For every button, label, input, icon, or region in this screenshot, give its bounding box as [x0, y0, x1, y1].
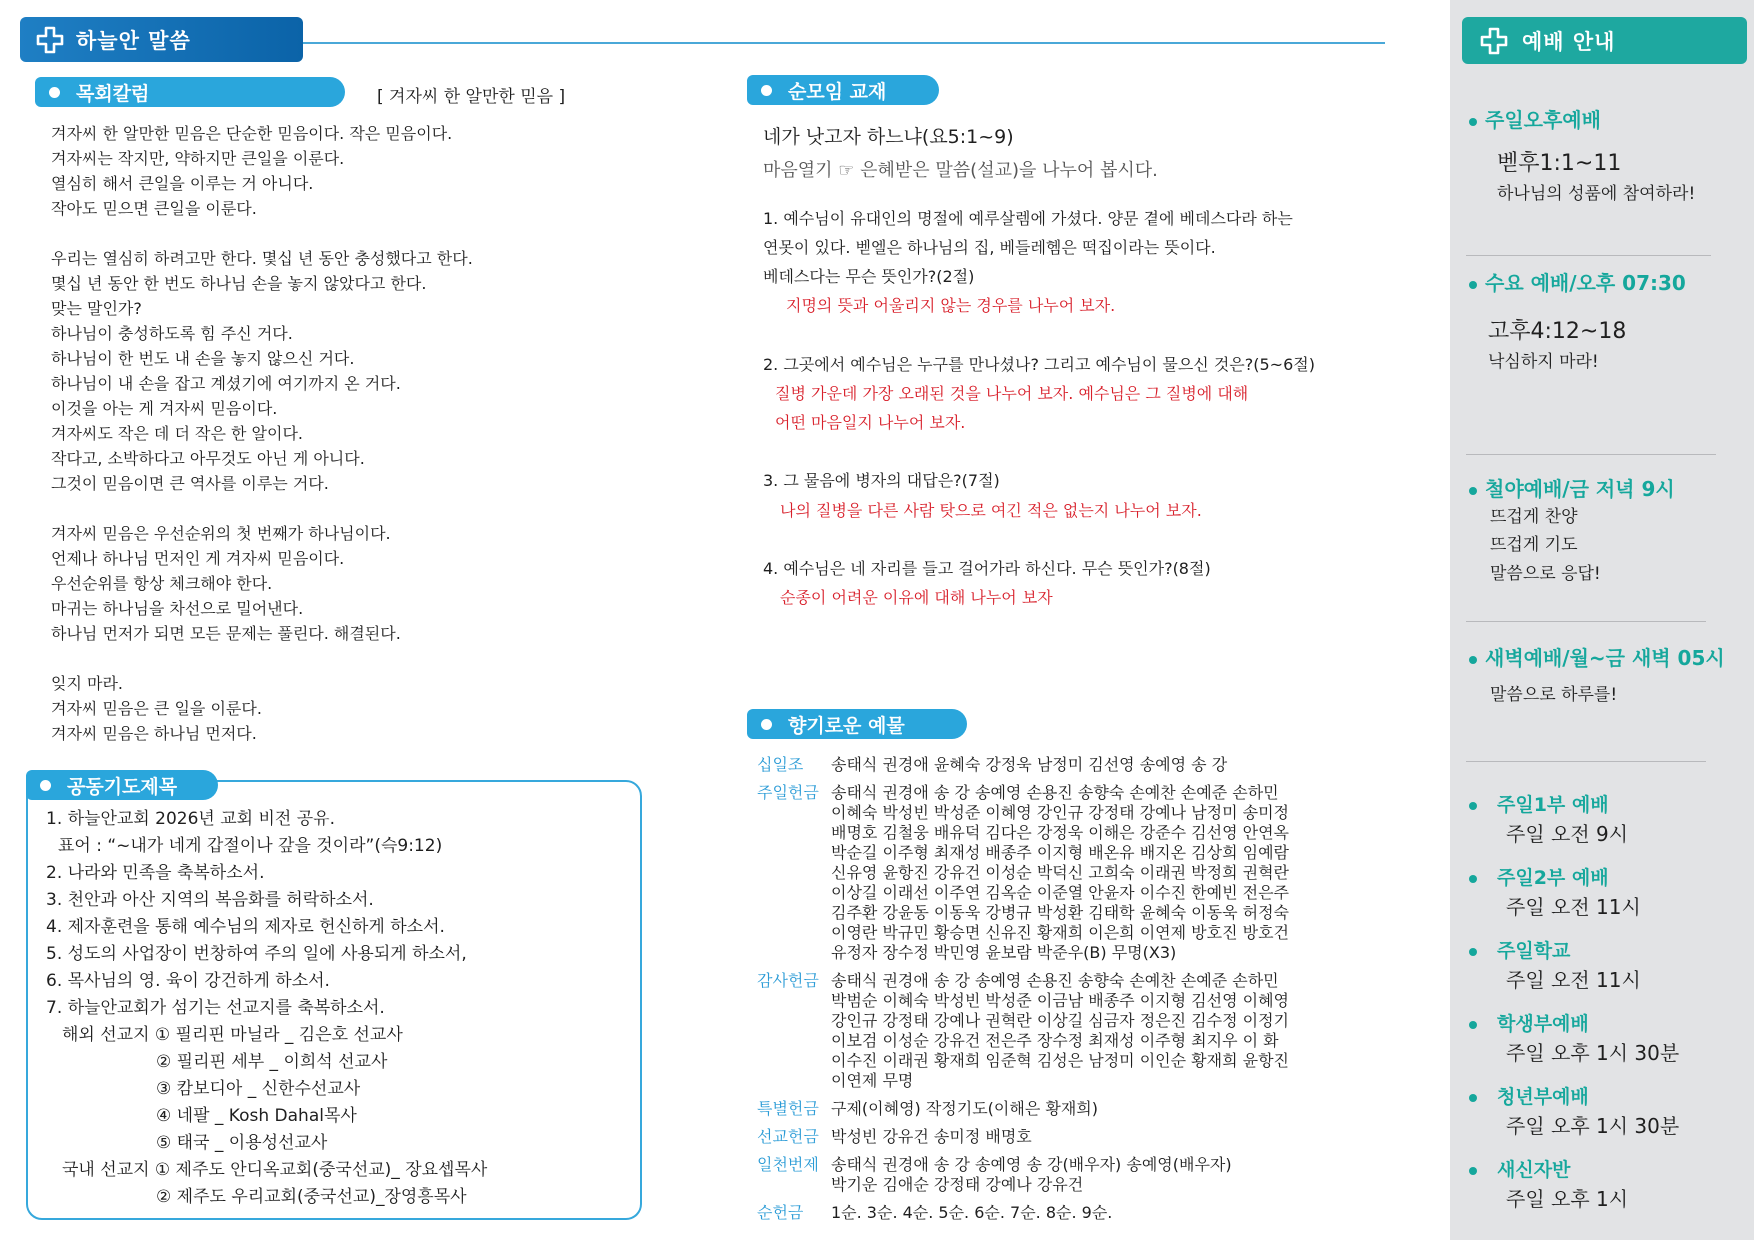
- bullet-dot-icon: [1469, 118, 1477, 126]
- offering-names: [831, 1127, 1406, 1147]
- schedule-item-name: 주일2부 예배: [1497, 867, 1609, 889]
- bullet-dot-icon: [1469, 656, 1477, 664]
- offering-category: 특별헌금: [757, 1099, 819, 1118]
- service-name: 새벽예배/월~금 새벽 05시: [1485, 646, 1725, 670]
- bullet-dot-icon: [1469, 1021, 1477, 1029]
- offering-name-line: 이혜숙 박성빈 박성준 이혜영 강인규 강정태 강예나 남정미 송미정: [831, 803, 1290, 822]
- paragraph-gap: [51, 646, 631, 671]
- question-2-note-line: 어떤 마음일지 나누어 보자.: [775, 413, 966, 432]
- question-4: 4. 예수님은 네 자리를 들고 걸어가라 하신다. 무슨 뜻인가?(8절): [763, 559, 1211, 578]
- prayer-item: 표어 : “~내가 네게 갑절이나 갚을 것이라”(슥9:12): [58, 836, 443, 856]
- service-sermon: 하나님의 성품에 참여하라!: [1497, 184, 1696, 204]
- schedule-item-name: 새신자반: [1497, 1159, 1571, 1181]
- offering-name-line: 송태식 권경애 송 강 송예영 손용진 송향숙 손예찬 손예준 손하민: [831, 971, 1279, 990]
- offering-category: 선교헌금: [757, 1127, 819, 1146]
- schedule-item-title: [1469, 1155, 1570, 1182]
- offering-row: [757, 783, 1406, 963]
- question-3: 3. 그 물음에 병자의 대답은?(7절): [763, 471, 1000, 490]
- offering-row: [757, 1127, 1406, 1147]
- paragraph-gap: [51, 221, 631, 246]
- service-name: 수요 예배/오후 07:30: [1485, 271, 1686, 295]
- service-name: 주일오후예배: [1485, 108, 1601, 132]
- column-line: 하나님이 내 손을 잡고 계셨기에 여기까지 온 거다.: [51, 374, 401, 393]
- schedule-item-time: 주일 오후 1시 30분: [1506, 1041, 1680, 1065]
- offering-category: 감사헌금: [757, 971, 819, 990]
- divider: [1466, 255, 1711, 256]
- offering-names: [831, 971, 1406, 1091]
- service-line: 뜨겁게 찬양: [1490, 507, 1578, 527]
- column-subtitle: [ 겨자씨 한 알만한 믿음 ]: [377, 87, 566, 107]
- service-title: [1469, 642, 1725, 671]
- worship-header: [1462, 17, 1747, 64]
- prayer-item: 해외 선교지 ① 필리핀 마닐라 _ 김은호 선교사: [62, 1025, 403, 1045]
- prayer-item: ② 제주도 우리교회(중국선교)_장영흥목사: [156, 1187, 467, 1207]
- divider: [1466, 621, 1706, 622]
- offering-name-line: 박성빈 강유건 송미정 배명호: [831, 1127, 1032, 1146]
- prayer-label-text: 공동기도제목: [67, 775, 178, 798]
- bullet-dot-icon: [40, 780, 51, 791]
- offering-names: [831, 1155, 1406, 1195]
- column-line: 몇십 년 동안 한 번도 하나님 손을 놓지 않았다고 한다.: [51, 274, 427, 293]
- question-4-note: 순종이 어려운 이유에 대해 나누어 보자: [780, 588, 1053, 607]
- worship-title: 예배 안내: [1522, 29, 1616, 54]
- offering-name-line: 박범순 이혜숙 박성빈 박성준 이금남 배종주 이지형 김선영 이혜영: [831, 991, 1290, 1010]
- offering-name-line: 이상길 이래선 이주연 김옥순 이준열 안윤자 이수진 한예빈 전은주: [831, 883, 1290, 902]
- column-line: 겨자씨 믿음은 우선순위의 첫 번째가 하나님이다.: [51, 524, 391, 543]
- offering-names: [831, 783, 1406, 963]
- service-name: 철야예배/금 저녁 9시: [1485, 477, 1675, 501]
- question-1-note: 지명의 뜻과 어울리지 않는 경우를 나누어 보자.: [786, 296, 1116, 315]
- prayer-item: 4. 제자훈련을 통해 예수님의 제자로 헌신하게 하소서.: [46, 917, 445, 937]
- prayer-item: 3. 천안과 아산 지역의 복음화를 허락하소서.: [46, 890, 374, 910]
- question-1-line: 베데스다는 무슨 뜻인가?(2절): [763, 267, 975, 286]
- schedule-item-time: 주일 오전 11시: [1506, 895, 1641, 919]
- offering-label-text: 향기로운 예물: [788, 714, 905, 737]
- divider: [1466, 761, 1706, 762]
- study-label-text: 순모임 교재: [788, 80, 887, 103]
- study-intro: 마음열기 ☞ 은혜받은 말씀(설교)을 나누어 봅시다.: [763, 160, 1158, 181]
- schedule-item-name: 학생부예배: [1497, 1013, 1589, 1035]
- prayer-item: 7. 하늘안교회가 섬기는 선교지를 축복하소서.: [46, 998, 385, 1018]
- study-title: 네가 낫고자 하느냐(요5:1~9): [763, 126, 1014, 148]
- column-line: 하나님이 한 번도 내 손을 놓지 않으신 거다.: [51, 349, 355, 368]
- prayer-item: 국내 선교지 ① 제주도 안디옥교회(중국선교)_ 장요셉목사: [62, 1160, 488, 1180]
- bullet-dot-icon: [761, 85, 772, 96]
- service-title: [1469, 104, 1601, 133]
- question-3-note: 나의 질병을 다른 사람 탓으로 여긴 적은 없는지 나누어 보자.: [780, 501, 1202, 520]
- column-line: 하나님이 충성하도록 힘 주신 거다.: [51, 324, 293, 343]
- schedule-item-time: 주일 오후 1시: [1506, 1187, 1629, 1211]
- prayer-item: ② 필리핀 세부 _ 이희석 선교사: [156, 1052, 388, 1072]
- schedule-item-title: [1469, 790, 1609, 817]
- offering-name-line: 송태식 권경애 송 강 송예영 송 강(배우자) 송예영(배우자): [831, 1155, 1232, 1174]
- offering-category: 주일헌금: [757, 783, 819, 802]
- column-line: 열심히 해서 큰일을 이루는 거 아니다.: [51, 174, 314, 193]
- offering-name-line: 송태식 권경애 송 강 송예영 손용진 송향숙 손예찬 손예준 손하민: [831, 783, 1279, 802]
- offering-category: 순헌금: [757, 1203, 804, 1222]
- service-line: 뜨겁게 기도: [1490, 535, 1578, 555]
- offering-name-line: 유정자 장수정 박민영 윤보람 박준우(B) 무명(X3): [831, 943, 1177, 962]
- column-line: 작다고, 소박하다고 아무것도 아닌 게 아니다.: [51, 449, 365, 468]
- column-line: 우리는 열심히 하려고만 한다. 몇십 년 동안 충성했다고 한다.: [51, 249, 473, 268]
- prayer-label: [26, 770, 218, 800]
- column-line: 하나님 먼저가 되면 모든 문제는 풀린다. 해결된다.: [51, 624, 401, 643]
- service-sermon: 낙심하지 마라!: [1488, 352, 1599, 372]
- service-line: 말씀으로 하루를!: [1490, 685, 1618, 705]
- column-label: [35, 77, 345, 107]
- offering-name-line: 이보검 이성순 강유건 전은주 장수정 최재성 이주형 최지우 이 화: [831, 1031, 1279, 1050]
- schedule-item-title: [1469, 1082, 1589, 1109]
- offering-category: 십일조: [757, 755, 804, 774]
- prayer-list: [46, 806, 487, 1211]
- column-line: 이것을 아는 게 겨자씨 믿음이다.: [51, 399, 278, 418]
- offering-name-line: 김주환 강윤동 이동욱 강병규 박성환 김태학 윤혜숙 이동욱 허정숙: [831, 903, 1290, 922]
- prayer-item: 2. 나라와 민족을 축복하소서.: [46, 863, 265, 883]
- question-2-note-line: 질병 가운데 가장 오래된 것을 나누어 보자. 예수님은 그 질병에 대해: [775, 384, 1249, 403]
- schedule-item-time: 주일 오전 11시: [1506, 968, 1641, 992]
- offering-name-line: 박순길 이주형 최재성 배종주 이지형 배온유 배지온 김상희 임예람: [831, 843, 1290, 862]
- offering-name-line: 배명호 김철웅 배유덕 김다은 강정욱 이해은 강준수 김선영 안연옥: [831, 823, 1290, 842]
- question-1-line: 1. 예수님이 유대인의 명절에 예루살렘에 가셨다. 양문 곁에 베데스다라 하는: [763, 209, 1293, 228]
- bullet-dot-icon: [1469, 1167, 1477, 1175]
- bullet-dot-icon: [1469, 487, 1477, 495]
- offering-name-line: 송태식 권경애 윤혜숙 강정욱 남정미 김선영 송예영 송 강: [831, 755, 1228, 774]
- banner-rule: [303, 42, 1385, 44]
- schedule-item-time: 주일 오전 9시: [1506, 822, 1629, 846]
- divider: [1466, 454, 1716, 455]
- offering-names: [831, 1203, 1406, 1223]
- banner-title: 하늘안 말씀: [76, 28, 191, 53]
- question-2-note: [775, 379, 1248, 437]
- schedule-item-name: 주일학교: [1497, 940, 1571, 962]
- offering-name-line: 이영란 박규민 황승면 신유진 황재희 이은희 이연제 방호진 방호건: [831, 923, 1290, 942]
- column-line: 겨자씨 믿음은 큰 일을 이룬다.: [51, 699, 262, 718]
- column-line: 겨자씨 한 알만한 믿음은 단순한 믿음이다. 작은 믿음이다.: [51, 124, 453, 143]
- bullet-dot-icon: [1469, 875, 1477, 883]
- column-line: 그것이 믿음이면 큰 역사를 이루는 거다.: [51, 474, 329, 493]
- prayer-item: 5. 성도의 사업장이 번창하여 주의 일에 사용되게 하소서,: [46, 944, 467, 964]
- offering-name-line: 이수진 이래권 황재희 임준혁 김성은 남정미 이인순 황재희 윤항진: [831, 1051, 1290, 1070]
- schedule-item-title: [1469, 1009, 1589, 1036]
- schedule-item-name: 청년부예배: [1497, 1086, 1589, 1108]
- column-line: 마귀는 하나님을 차선으로 밀어낸다.: [51, 599, 304, 618]
- column-line: 맞는 말인가?: [51, 299, 142, 318]
- schedule-item-title: [1469, 863, 1609, 890]
- column-label-text: 목회칼럼: [76, 82, 150, 105]
- offering-name-line: 1순. 3순. 4순. 5순. 6순. 7순. 8순. 9순.: [831, 1203, 1113, 1222]
- prayer-item: 6. 목사님의 영. 육이 강건하게 하소서.: [46, 971, 330, 991]
- prayer-item: ④ 네팔 _ Kosh Dahal목사: [156, 1106, 357, 1126]
- schedule-item-title: [1469, 936, 1570, 963]
- service-scripture: 벧후1:1~11: [1497, 151, 1622, 176]
- prayer-item: ⑤ 태국 _ 이용성선교사: [156, 1133, 328, 1153]
- offering-name-line: 이연제 무명: [831, 1071, 914, 1090]
- bullet-dot-icon: [1469, 802, 1477, 810]
- top-banner: [20, 17, 303, 62]
- prayer-item: ③ 캄보디아 _ 신한수선교사: [156, 1079, 361, 1099]
- offering-row: [757, 755, 1406, 775]
- bullet-dot-icon: [1469, 948, 1477, 956]
- offering-row: [757, 971, 1406, 1091]
- paragraph-gap: [51, 496, 631, 521]
- question-1: [763, 204, 1293, 291]
- offering-row: [757, 1155, 1406, 1195]
- offering-name-line: 구제(이혜영) 작정기도(이해은 황재희): [831, 1099, 1098, 1118]
- column-body: [51, 121, 631, 746]
- question-1-line: 연못이 있다. 벧엘은 하나님의 집, 베들레헴은 떡집이라는 뜻이다.: [763, 238, 1216, 257]
- column-line: 겨자씨도 작은 데 더 작은 한 알이다.: [51, 424, 303, 443]
- column-line: 언제나 하나님 먼저인 게 겨자씨 믿음이다.: [51, 549, 345, 568]
- service-title: [1469, 267, 1686, 296]
- column-line: 겨자씨는 작지만, 약하지만 큰일을 이룬다.: [51, 149, 345, 168]
- offering-label: [747, 709, 967, 739]
- offering-category: 일천번제: [757, 1155, 819, 1174]
- service-title: [1469, 473, 1675, 502]
- offering-names: [831, 1099, 1406, 1119]
- prayer-item: 1. 하늘안교회 2026년 교회 비전 공유.: [46, 809, 335, 829]
- offering-names: [831, 755, 1406, 775]
- schedule-item-name: 주일1부 예배: [1497, 794, 1609, 816]
- cross-icon: [1480, 27, 1508, 55]
- offering-row: [757, 1203, 1406, 1223]
- service-scripture: 고후4:12~18: [1488, 319, 1627, 344]
- study-label: [747, 75, 939, 105]
- offering-name-line: 신유영 윤항진 강유건 이성순 박덕신 고희숙 이래권 박정희 권혁란: [831, 863, 1290, 882]
- bullet-dot-icon: [1469, 281, 1477, 289]
- bullet-dot-icon: [761, 719, 772, 730]
- schedule-item-time: 주일 오후 1시 30분: [1506, 1114, 1680, 1138]
- service-line: 말씀으로 응답!: [1490, 564, 1601, 584]
- offering-name-line: 강인규 강정태 강예나 권혁란 이상길 심금자 정은진 김수정 이정기: [831, 1011, 1290, 1030]
- question-2: 2. 그곳에서 예수님은 누구를 만나셨나? 그리고 예수님이 물으신 것은?(5~6절): [763, 355, 1315, 374]
- offering-row: [757, 1099, 1406, 1119]
- offering-name-line: 박기운 김애순 강정태 강예나 강유건: [831, 1175, 1084, 1194]
- column-line: 잊지 마라.: [51, 674, 123, 693]
- bullet-dot-icon: [49, 87, 60, 98]
- column-line: 우선순위를 항상 체크해야 한다.: [51, 574, 273, 593]
- column-line: 작아도 믿으면 큰일을 이룬다.: [51, 199, 257, 218]
- cross-icon: [36, 26, 64, 54]
- bullet-dot-icon: [1469, 1094, 1477, 1102]
- column-line: 겨자씨 믿음은 하나님 먼저다.: [51, 724, 257, 743]
